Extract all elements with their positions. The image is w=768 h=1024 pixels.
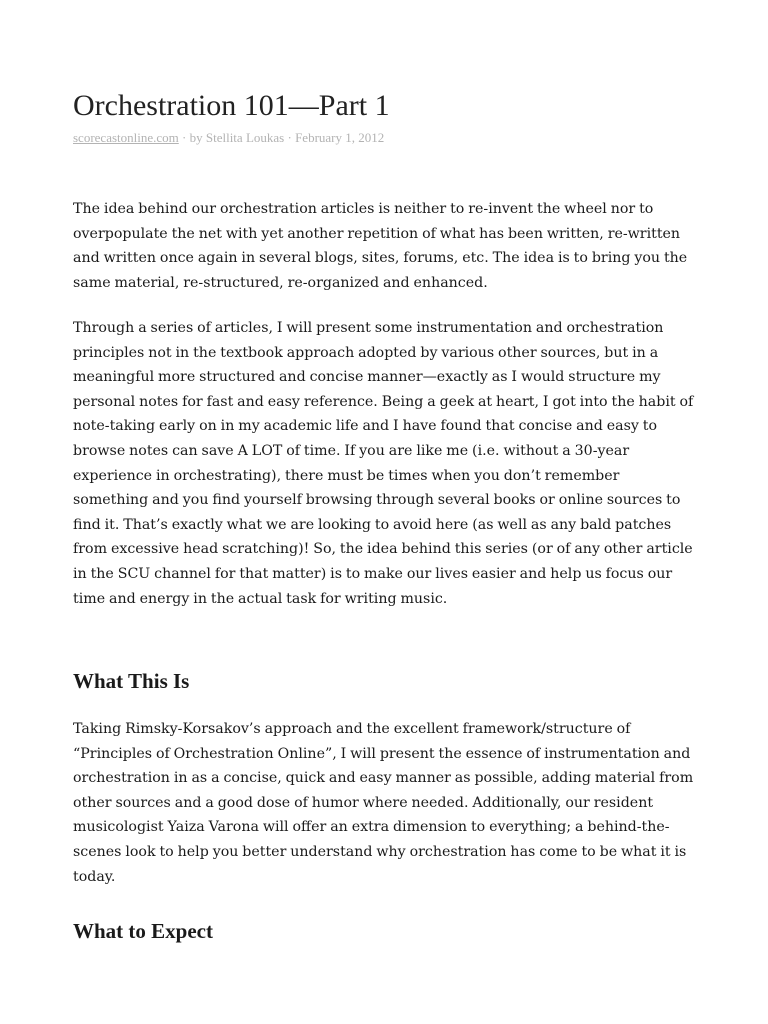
source-site-link[interactable]: scorecastonline.com [73, 130, 179, 145]
byline [73, 130, 384, 146]
page-title: Orchestration 101—Part 1 [73, 89, 390, 122]
paragraph-intro: The idea behind our orchestration articles is neither to re-invent the wheel nor to overpopulate the net with yet another repetition of what has been written, re-written and written once again in several blogs, sites, forums, etc. The idea is to bring you the same material, re-structured, re-organized and enhanced. [73, 201, 688, 291]
paragraph-what-this-is: Taking Rimsky-Korsakov’s approach and the excellent framework/structure of “Principles of Orchestration Online”, I will present the essence of instrumentation and orchestration in as a concise, quick and easy manner as possible, adding material from other sources and a good dose of humor where needed. Additionally, our resident musicologist Yaiza Varona will offer an extra dimension to everything; a behind-the-scenes look to help you better understand why orchestration has come to be what it is today. [73, 721, 694, 885]
publish-date: February 1, 2012 [295, 130, 385, 145]
byline-separator: · [284, 130, 296, 145]
author-name: Stellita Loukas [205, 130, 285, 145]
paragraph-series: Through a series of articles, I will present some instrumentation and orchestration principles not in the textbook approach adopted by various other sources, but in a meaningful more structured and concise manner—exactly as I would structure my personal notes for fast and easy reference. Being a geek at heart, I got into the habit of note-taking early on in my academic life and I have found that concise and easy to browse notes can save A LOT of time. If you are like me (i.e. without a 30-year experience in orchestrating), there must be times when you don’t remember something and you find yourself browsing through several books or online sources to find it. That’s exactly what we are looking to avoid here (as well as any bald patches from excessive head scratching)! So, the idea behind this series (or of any other article in the SCU channel for that matter) is to make our lives easier and help us focus our time and energy in the actual task for writing music. [73, 320, 694, 607]
heading-what-this-is: What This Is [73, 669, 190, 693]
byline-separator: · by [178, 130, 206, 145]
heading-what-to-expect: What to Expect [73, 919, 213, 943]
